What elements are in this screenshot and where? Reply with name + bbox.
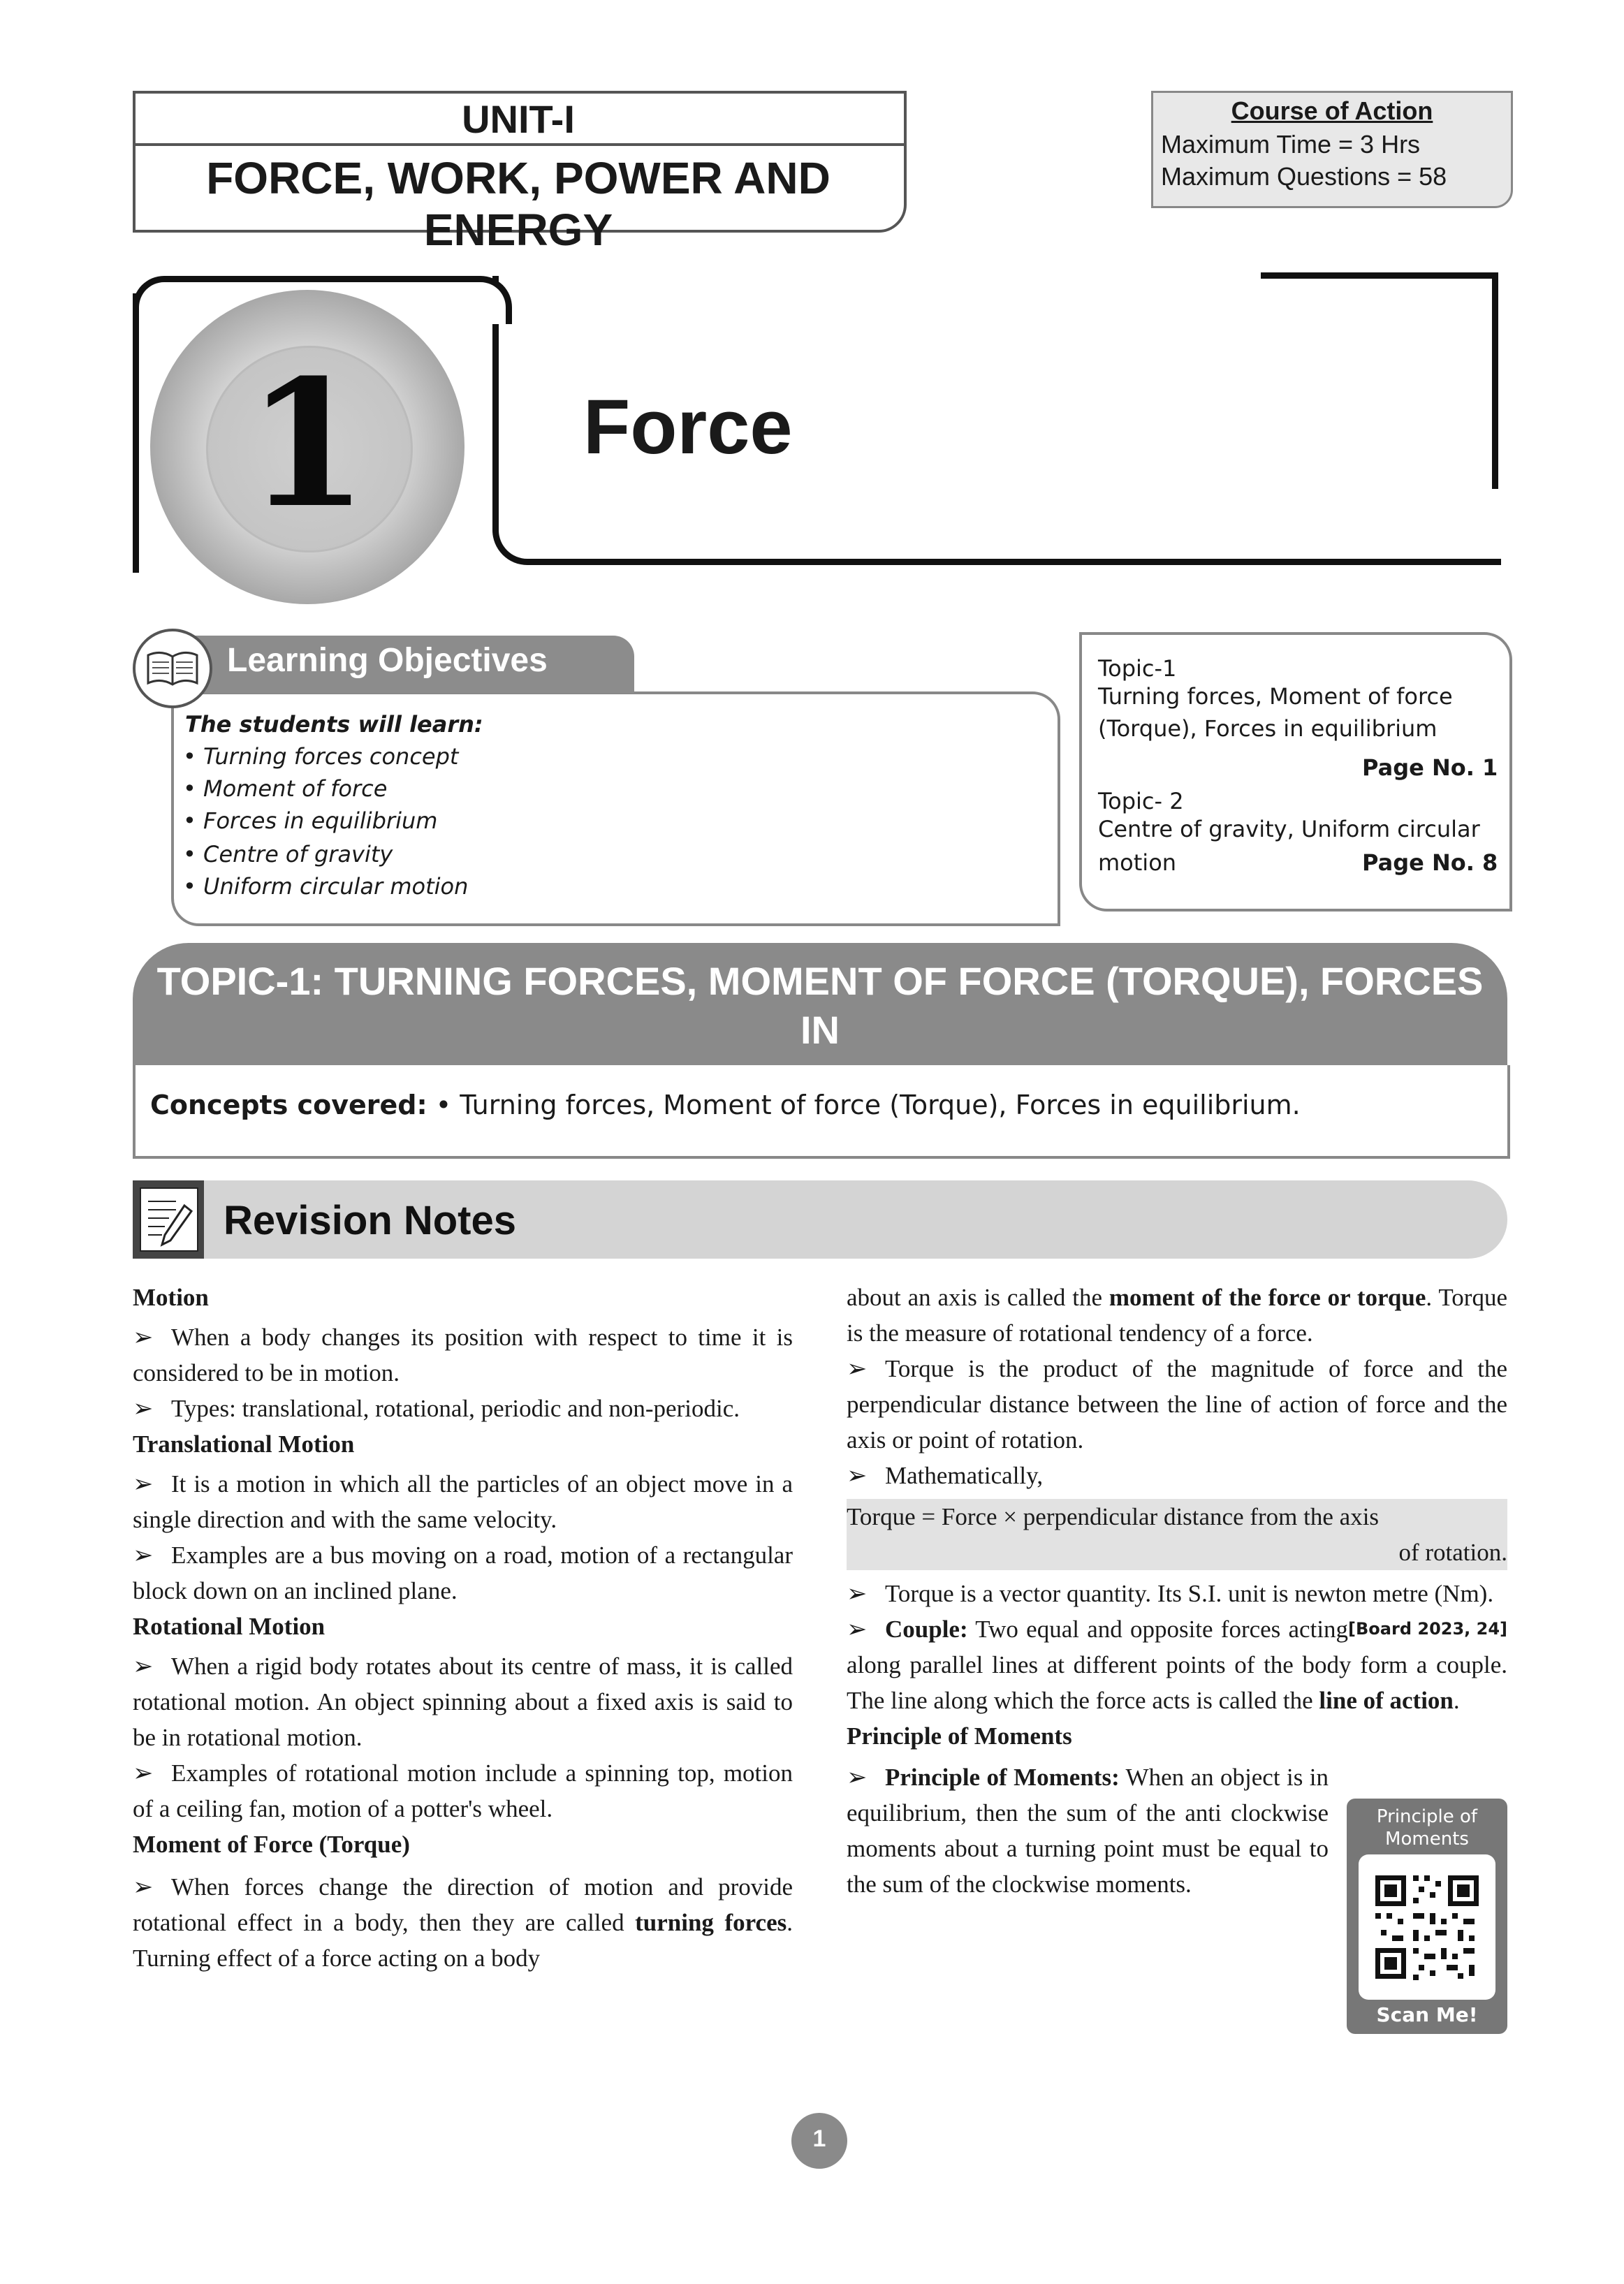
section-heading: Translational Motion xyxy=(133,1430,355,1458)
paragraph-text: Examples of rotational motion include a spinning top, motion of a ceiling fan, motion of a potter's wheel. xyxy=(133,1759,793,1822)
revision-notes-title: Revision Notes xyxy=(224,1198,516,1243)
bold-term: turning forces xyxy=(635,1909,787,1936)
paragraph-text: When forces change the direction of motion and provide rotational effect in a body, then they are called xyxy=(133,1873,793,1936)
topic-1-label: Topic-1 xyxy=(1098,655,1177,682)
concepts-covered xyxy=(150,1090,1301,1120)
topic-2-page: Page No. 8 xyxy=(1362,849,1498,876)
bullet-paragraph: ➢ When a body changes its position with respect to time it is considered to be in motion. xyxy=(133,1324,793,1386)
section-heading: Rotational Motion xyxy=(133,1613,325,1640)
qr-code-label: Principle of Moments xyxy=(1376,1806,1478,1850)
unit-label: UNIT-I xyxy=(462,97,575,141)
bullet-paragraph: ➢ Examples of rotational motion include a spinning top, motion of a ceiling fan, motion of a potter's wheel. xyxy=(133,1759,793,1822)
objective-item: • Moment of force xyxy=(183,775,388,802)
paragraph-text: . Torque is the measure of rotational tendency of a force. xyxy=(847,1284,1507,1347)
section-heading: Motion xyxy=(133,1284,209,1311)
board-tag: [Board 2023, 24] xyxy=(1348,1619,1507,1639)
paragraph-text: It is a motion in which all the particles of an object move in a single direction and with the same velocity. xyxy=(133,1470,793,1533)
paragraph-text: Torque is the product of the magnitude of force and the perpendicular distance between the line of action of force and the axis or point of rotation. xyxy=(847,1355,1507,1454)
topic-1-desc: Turning forces, Moment of force xyxy=(1098,683,1453,710)
concepts-covered-label: Concepts covered: xyxy=(150,1090,427,1120)
bold-term: moment of the force or torque xyxy=(1109,1284,1426,1311)
paragraph-text: When a body changes its position with respect to time it is considered to be in motion. xyxy=(133,1324,793,1386)
bullet-paragraph: ➢ Torque is the product of the magnitude of force and the perpendicular distance between the line of action of force and the axis or point of rotation. xyxy=(847,1355,1507,1454)
topic-1-page: Page No. 1 xyxy=(1362,754,1498,781)
formula-line: Torque = Force × perpendicular distance from the axis xyxy=(847,1503,1380,1530)
bold-term: line of action xyxy=(1319,1687,1454,1714)
paragraph-text: Mathematically, xyxy=(885,1462,1044,1489)
paragraph xyxy=(847,1280,1507,1351)
course-of-action-title: Course of Action xyxy=(1231,96,1433,125)
bullet-paragraph: ➢ Types: translational, rotational, periodic and non-periodic. xyxy=(133,1395,740,1422)
chapter-frame-right xyxy=(1492,272,1498,489)
objective-item: • Centre of gravity xyxy=(183,841,393,868)
notepad-pencil-icon xyxy=(140,1187,198,1252)
topic-2-desc: motion xyxy=(1098,849,1177,876)
unit-header-divider xyxy=(133,143,904,146)
learning-objectives-intro: The students will learn: xyxy=(185,711,483,738)
bullet-paragraph: ➢ Examples are a bus moving on a road, motion of a rectangular block down on an inclined plane. xyxy=(133,1542,793,1604)
paragraph-text: Torque is a vector quantity. Its S.I. unit is newton metre (Nm). xyxy=(885,1580,1494,1607)
qr-code-icon[interactable] xyxy=(1359,1854,1495,2000)
bold-term: Principle of Moments: xyxy=(885,1764,1120,1791)
qr-scan-label: Scan Me! xyxy=(1376,2003,1478,2026)
paragraph-text: Examples are a bus moving on a road, motion of a rectangular block down on an inclined plane. xyxy=(133,1542,793,1604)
bullet-paragraph: ➢ When a rigid body rotates about its centre of mass, it is called rotational motion. An object spinning about a fixed axis is said to be in rotational motion. xyxy=(133,1653,793,1751)
chapter-number: 1 xyxy=(247,341,368,546)
paragraph-text: . Turning effect of a force acting on a body xyxy=(133,1909,793,1972)
objective-item: • Turning forces concept xyxy=(183,743,459,770)
chapter-frame-top-right xyxy=(1261,272,1498,279)
left-column xyxy=(133,1280,793,1976)
topic-1-title-line: TOPIC-1: TURNING FORCES, MOMENT OF FORCE (TORQUE), FORCES IN xyxy=(156,959,1484,1052)
bullet-paragraph: ➢ Torque is a vector quantity. Its S.I. unit is newton metre (Nm). [Board 2023, 24] xyxy=(847,1576,1507,1611)
concepts-covered-text: • Turning forces, Moment of force (Torque), Forces in equilibrium. xyxy=(427,1090,1301,1120)
paragraph-text: When an object is in equilibrium, then the sum of the anti clockwise moments about a turning point must be equal to the sum of the clockwise moments. xyxy=(847,1764,1329,1898)
course-of-action-questions: Maximum Questions = 58 xyxy=(1161,162,1447,191)
paragraph-text: about an axis is called the xyxy=(847,1284,1109,1311)
paragraph-text: . xyxy=(1453,1687,1460,1714)
chapter-title: Force xyxy=(583,384,793,470)
section-heading: Principle of Moments xyxy=(847,1722,1072,1750)
bullet-paragraph: ➢ It is a motion in which all the particles of an object move in a single direction and with the same velocity. xyxy=(133,1470,793,1533)
book-icon xyxy=(133,629,212,708)
formula-line: of rotation. xyxy=(1398,1539,1507,1566)
paragraph-text: Types: translational, rotational, periodic and non-periodic. xyxy=(171,1395,740,1422)
topic-2-desc: Centre of gravity, Uniform circular xyxy=(1098,816,1480,842)
paragraph-text: Two equal and opposite forces acting along parallel lines at different points of the body form a couple. The line along which the force acts is called the xyxy=(847,1616,1507,1714)
chapter-frame-left xyxy=(133,293,139,573)
topic-1-desc: (Torque), Forces in equilibrium xyxy=(1098,715,1438,742)
topic-2-label: Topic- 2 xyxy=(1098,788,1184,814)
page-number: 1 xyxy=(812,2125,826,2152)
bullet-paragraph: ➢ Couple: Two equal and opposite forces acting along parallel lines at different points of the body form a couple. The line along which the force acts is called the line of action. xyxy=(847,1616,1507,1714)
objective-item: • Forces in equilibrium xyxy=(183,807,438,834)
unit-title: FORCE, WORK, POWER AND ENERGY xyxy=(206,153,831,255)
section-heading: Moment of Force (Torque) xyxy=(133,1831,410,1858)
learning-objectives-title: Learning Objectives xyxy=(227,642,548,679)
torque-formula xyxy=(847,1499,1507,1570)
paragraph-text: When a rigid body rotates about its centre of mass, it is called rotational motion. An object spinning about a fixed axis is said to be in rotational motion. xyxy=(133,1653,793,1751)
bullet-paragraph: ➢ When forces change the direction of motion and provide rotational effect in a body, then they are called turning forces. Turning effect of a force acting on a body xyxy=(133,1873,793,1972)
bullet-paragraph: ➢ Principle of Moments: When an object is in equilibrium, then the sum of the anti clockwise moments about a turning point must be equal to the sum of the clockwise moments. xyxy=(847,1764,1329,1898)
course-of-action-time: Maximum Time = 3 Hrs xyxy=(1161,130,1421,159)
bullet-paragraph: ➢ Mathematically, xyxy=(847,1462,1044,1489)
objective-item: • Uniform circular motion xyxy=(183,873,469,900)
topic-1-title-line: EQUILIBRIUM xyxy=(690,1057,950,1101)
bold-term: Couple: xyxy=(885,1616,968,1643)
